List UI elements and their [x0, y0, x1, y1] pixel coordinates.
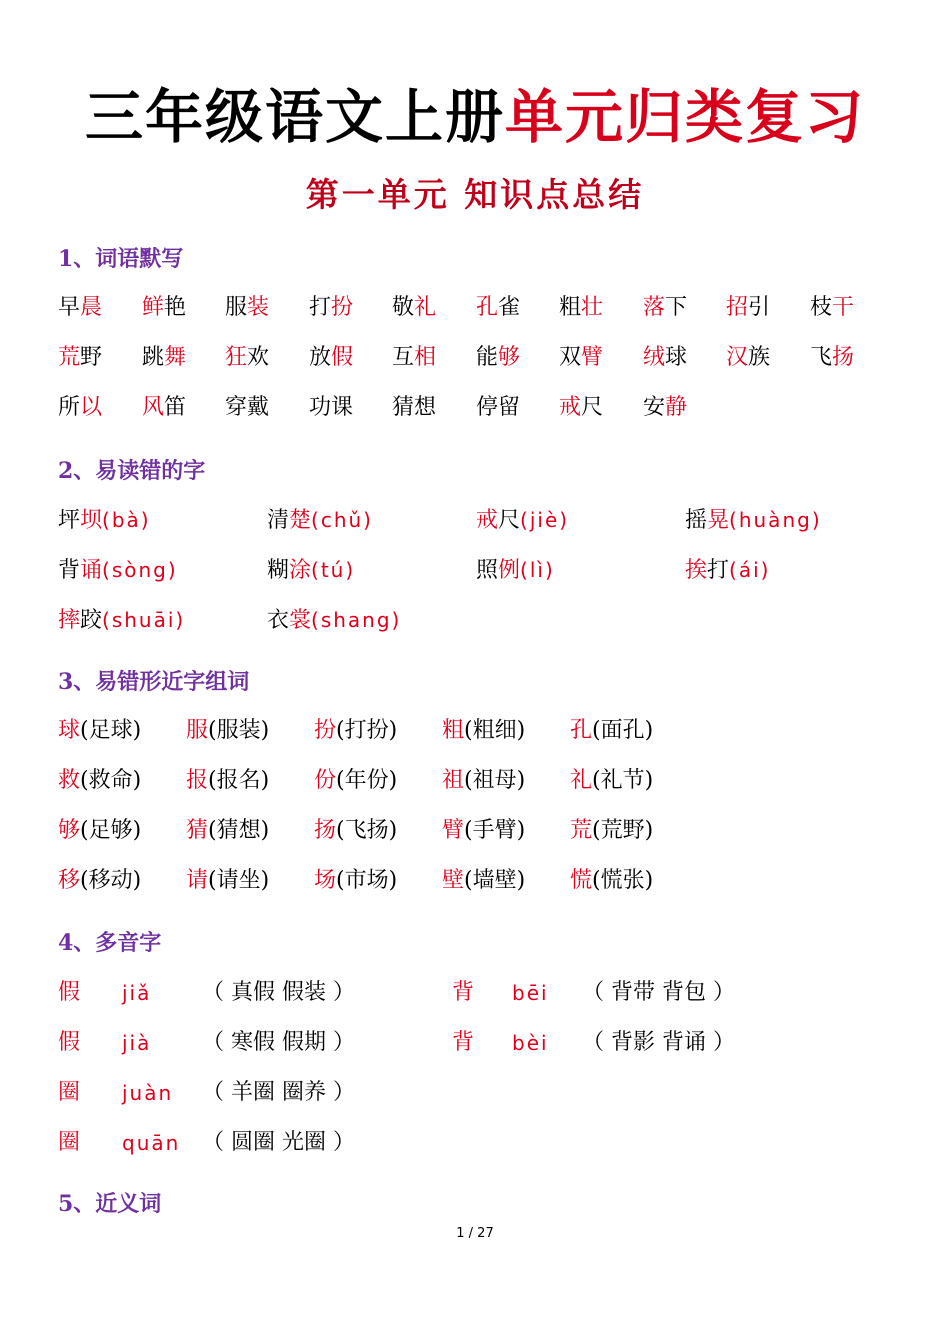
vocab-word: 早晨	[58, 295, 103, 320]
vocab-word: 安静	[643, 395, 688, 420]
polyphone-pinyin: bèi	[512, 1031, 549, 1055]
vocab-word: 狂欢	[225, 345, 270, 370]
vocab-word: 枝干	[810, 295, 855, 320]
similar-item: 祖(祖母)	[442, 768, 526, 793]
similar-item: 臂(手臂)	[442, 818, 526, 843]
section-heading-misread: 2、易读错的字	[58, 458, 206, 484]
page-number: 1 / 27	[456, 1226, 494, 1241]
misread-item: 清楚(chǔ)	[267, 508, 373, 533]
vocab-word: 功课	[309, 395, 354, 420]
vocab-word: 放假	[309, 345, 354, 370]
similar-item: 扬(飞扬)	[314, 818, 398, 843]
main-title	[0, 82, 950, 152]
vocab-word: 所以	[58, 395, 103, 420]
vocab-word: 跳舞	[142, 345, 187, 370]
vocab-word: 孔雀	[476, 295, 521, 320]
similar-item: 服(服装)	[186, 718, 270, 743]
misread-item: 摇晃(huàng)	[685, 508, 822, 533]
misread-item: 衣裳(shang)	[267, 608, 402, 633]
vocab-word: 招引	[726, 295, 771, 320]
similar-item: 孔(面孔)	[570, 718, 654, 743]
similar-item: 粗(粗细)	[442, 718, 526, 743]
polyphone-pinyin: juàn	[122, 1081, 174, 1105]
vocab-word: 落下	[643, 295, 688, 320]
similar-item: 报(报名)	[186, 768, 270, 793]
vocab-word: 绒球	[643, 345, 688, 370]
polyphone-words: （ 背带 背包 ）	[582, 980, 735, 1005]
similar-item: 扮(打扮)	[314, 718, 398, 743]
main-title-black: 三年级语文上册	[84, 83, 505, 151]
vocab-word: 荒野	[58, 345, 103, 370]
similar-item: 移(移动)	[58, 868, 142, 893]
polyphone-char: 圈	[58, 1080, 81, 1105]
polyphone-words: （ 羊圈 圈养 ）	[202, 1080, 355, 1105]
polyphone-char: 背	[452, 980, 475, 1005]
vocab-word: 敬礼	[392, 295, 437, 320]
polyphone-pinyin: jiǎ	[122, 981, 152, 1005]
section-heading-vocabulary: 1、词语默写	[58, 246, 184, 272]
similar-item: 猜(猜想)	[186, 818, 270, 843]
similar-item: 荒(荒野)	[570, 818, 654, 843]
vocab-word: 汉族	[726, 345, 771, 370]
polyphone-words: （ 真假 假装 ）	[202, 980, 355, 1005]
polyphone-char: 假	[58, 1030, 81, 1055]
vocab-word: 穿戴	[225, 395, 270, 420]
main-title-red: 单元归类复习	[505, 83, 866, 151]
vocab-word: 打扮	[309, 295, 354, 320]
misread-item: 摔跤(shuāi)	[58, 608, 186, 633]
vocab-word: 能够	[476, 345, 521, 370]
polyphone-char: 圈	[58, 1130, 81, 1155]
section-heading-similar-chars: 3、易错形近字组词	[58, 669, 250, 695]
similar-item: 场(市场)	[314, 868, 398, 893]
similar-item: 球(足球)	[58, 718, 142, 743]
vocab-word: 停留	[476, 395, 521, 420]
similar-item: 慌(慌张)	[570, 868, 654, 893]
vocab-word: 粗壮	[559, 295, 604, 320]
misread-item: 戒尺(jiè)	[476, 508, 570, 533]
unit-subtitle: 第一单元 知识点总结	[305, 175, 645, 214]
vocab-word: 风笛	[142, 395, 187, 420]
misread-item: 背诵(sòng)	[58, 558, 178, 583]
vocab-word: 猜想	[392, 395, 437, 420]
vocab-word: 互相	[392, 345, 437, 370]
polyphone-words: （ 圆圈 光圈 ）	[202, 1130, 355, 1155]
vocab-word: 鲜艳	[142, 295, 187, 320]
polyphone-words: （ 背影 背诵 ）	[582, 1030, 735, 1055]
polyphone-pinyin: quān	[122, 1131, 181, 1155]
similar-item: 礼(礼节)	[570, 768, 654, 793]
misread-item: 坪坝(bà)	[58, 508, 151, 533]
similar-item: 救(救命)	[58, 768, 142, 793]
vocab-word: 服装	[225, 295, 270, 320]
vocab-word: 飞扬	[810, 345, 855, 370]
misread-item: 糊涂(tú)	[267, 558, 356, 583]
similar-item: 份(年份)	[314, 768, 398, 793]
section-heading-synonyms: 5、近义词	[58, 1191, 162, 1217]
misread-item: 照例(lì)	[476, 558, 555, 583]
polyphone-pinyin: bēi	[512, 981, 549, 1005]
section-heading-polyphones: 4、多音字	[58, 930, 162, 956]
polyphone-words: （ 寒假 假期 ）	[202, 1030, 355, 1055]
polyphone-char: 假	[58, 980, 81, 1005]
polyphone-char: 背	[452, 1030, 475, 1055]
polyphone-pinyin: jià	[122, 1031, 152, 1055]
misread-item: 挨打(ái)	[685, 558, 771, 583]
similar-item: 壁(墙壁)	[442, 868, 526, 893]
vocab-word: 双臂	[559, 345, 604, 370]
vocab-word: 戒尺	[559, 395, 604, 420]
similar-item: 够(足够)	[58, 818, 142, 843]
similar-item: 请(请坐)	[186, 868, 270, 893]
